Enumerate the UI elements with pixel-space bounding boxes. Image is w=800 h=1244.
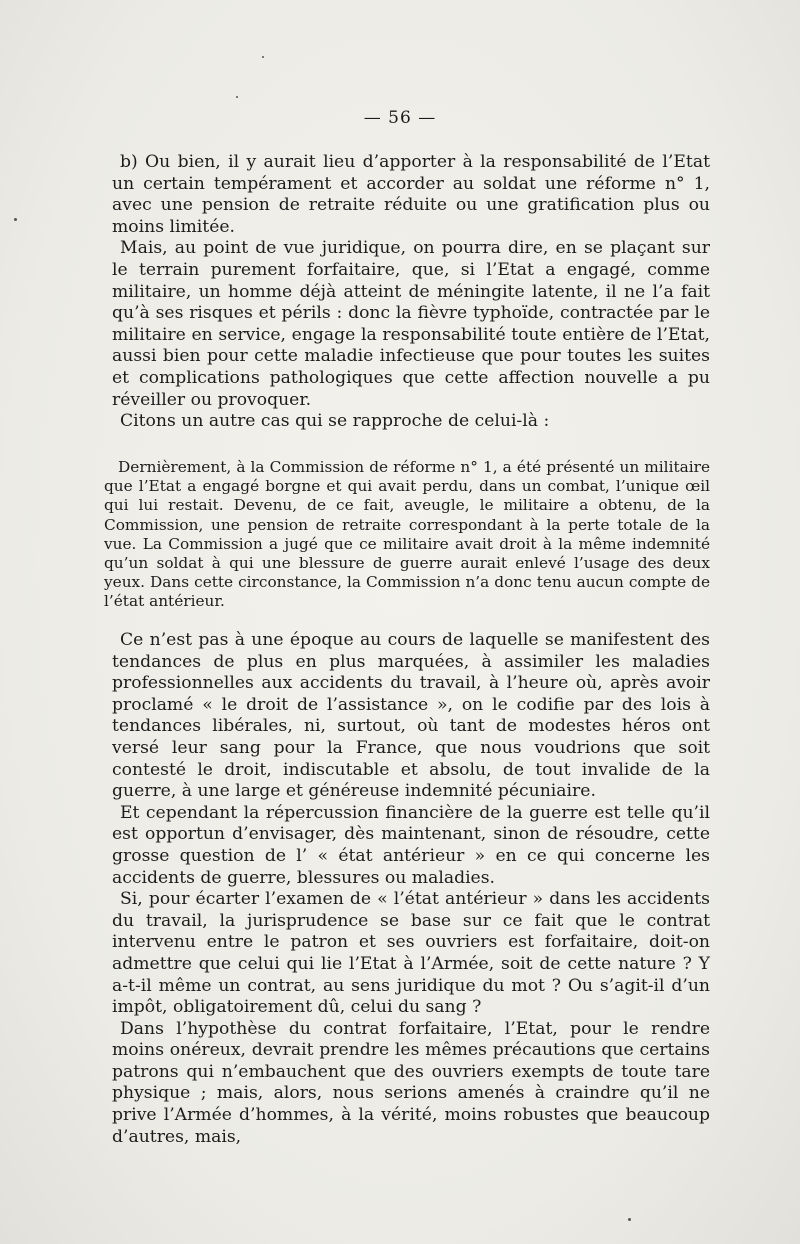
print-speck xyxy=(262,56,264,58)
page-number: — 56 — xyxy=(363,108,437,128)
print-speck xyxy=(14,218,17,221)
paragraph-cependant: Et cependant la répercussion financière de la guerre est telle qu’il est opportun d’envisager, dès maintenant, sinon de résoudre, cette grosse question de l’ « état antérieur » en ce qui concerne les accidents de guerre, blessures ou maladies. xyxy=(112,802,710,888)
paragraph-hypothese: Dans l’hypothèse du contrat forfaitaire, l’Etat, pour le rendre moins onéreux, devrait prendre les mêmes précautions que certains patrons qui n’embauchent que des ouvriers exempts de toute tare physique ; mais, alors, nous serions amenés à craindre qu’il ne prive l’Armée d’hommes, à la vérité, moins robustes que beaucoup d’autres, mais, xyxy=(112,1018,710,1147)
quoted-case-text: Dernièrement, à la Commission de réforme n° 1, a été présenté un militaire que l’Etat a engagé borgne et qui avait perdu, dans un combat, l’unique œil qui lui restait. Devenu, de ce fait, aveugle, le militaire a obtenu, de la Commission, une pension de retraite correspondant à la perte totale de la vue. La Commission a jugé que ce militaire avait droit à la même indemnité qu’un soldat à qui une blessure de guerre aurait enlevé l’usage des deux yeux. Dans cette circonstance, la Commission n’a donc tenu aucun compte de l’état antérieur. xyxy=(104,458,710,611)
main-text-block xyxy=(112,630,710,1148)
paragraph-citons: Citons un autre cas qui se rapproche de celui-là : xyxy=(120,411,550,432)
quoted-case-block xyxy=(104,458,710,612)
print-speck xyxy=(628,1218,631,1221)
print-speck xyxy=(236,96,238,98)
paragraph-jurisprudence: Si, pour écarter l’examen de « l’état antérieur » dans les accidents du travail, la jurisprudence se base sur ce fait que le contrat intervenu entre le patron et ses ouvriers est forfaitaire, doit-on admettre que celui qui lie l’Etat à l’Armée, soit de cette nature ? Y a-t-il même un contrat, au sens juridique du mot ? Ou s’agit-il d’un impôt, obligatoirement dû, celui du sang ? xyxy=(112,889,710,1018)
paragraph-juridique: Mais, au point de vue juridique, on pourra dire, en se plaçant sur le terrain purement forfaitaire, que, si l’Etat a engagé, comme militaire, un homme déjà atteint de méningite latente, il ne l’a fait qu’à ses risques et périls : donc la fièvre typhoïde, contractée par le militaire en service, engage la responsabilité toute entière de l’Etat, aussi bien pour cette maladie infectieuse que pour toutes les suites et complications pathologiques que cette affection nouvelle a pu réveiller ou provoquer. xyxy=(112,238,710,410)
paragraph-option-b: b) Ou bien, il y aurait lieu d’apporter à la responsabilité de l’Etat un certain tempérament et accorder au soldat une réforme n° 1, avec une pension de retraite réduite ou une gratification plus ou moins limitée. xyxy=(112,152,710,237)
paragraph-epoque: Ce n’est pas à une époque au cours de laquelle se manifestent des tendances de plus en plus marquées, à assimiler les maladies professionnelles aux accidents du travail, à l’heure où, après avoir proclamé « le droit de l’assistance », on le codifie par des lois à tendances libérales, ni, surtout, où tant de modestes héros ont versé leur sang pour la France, que nous voudrions que soit contesté le droit, indiscutable et absolu, de tout invalide de la guerre, à une large et généreuse indemnité pécuniaire. xyxy=(112,630,710,802)
intro-text-block xyxy=(112,152,710,433)
